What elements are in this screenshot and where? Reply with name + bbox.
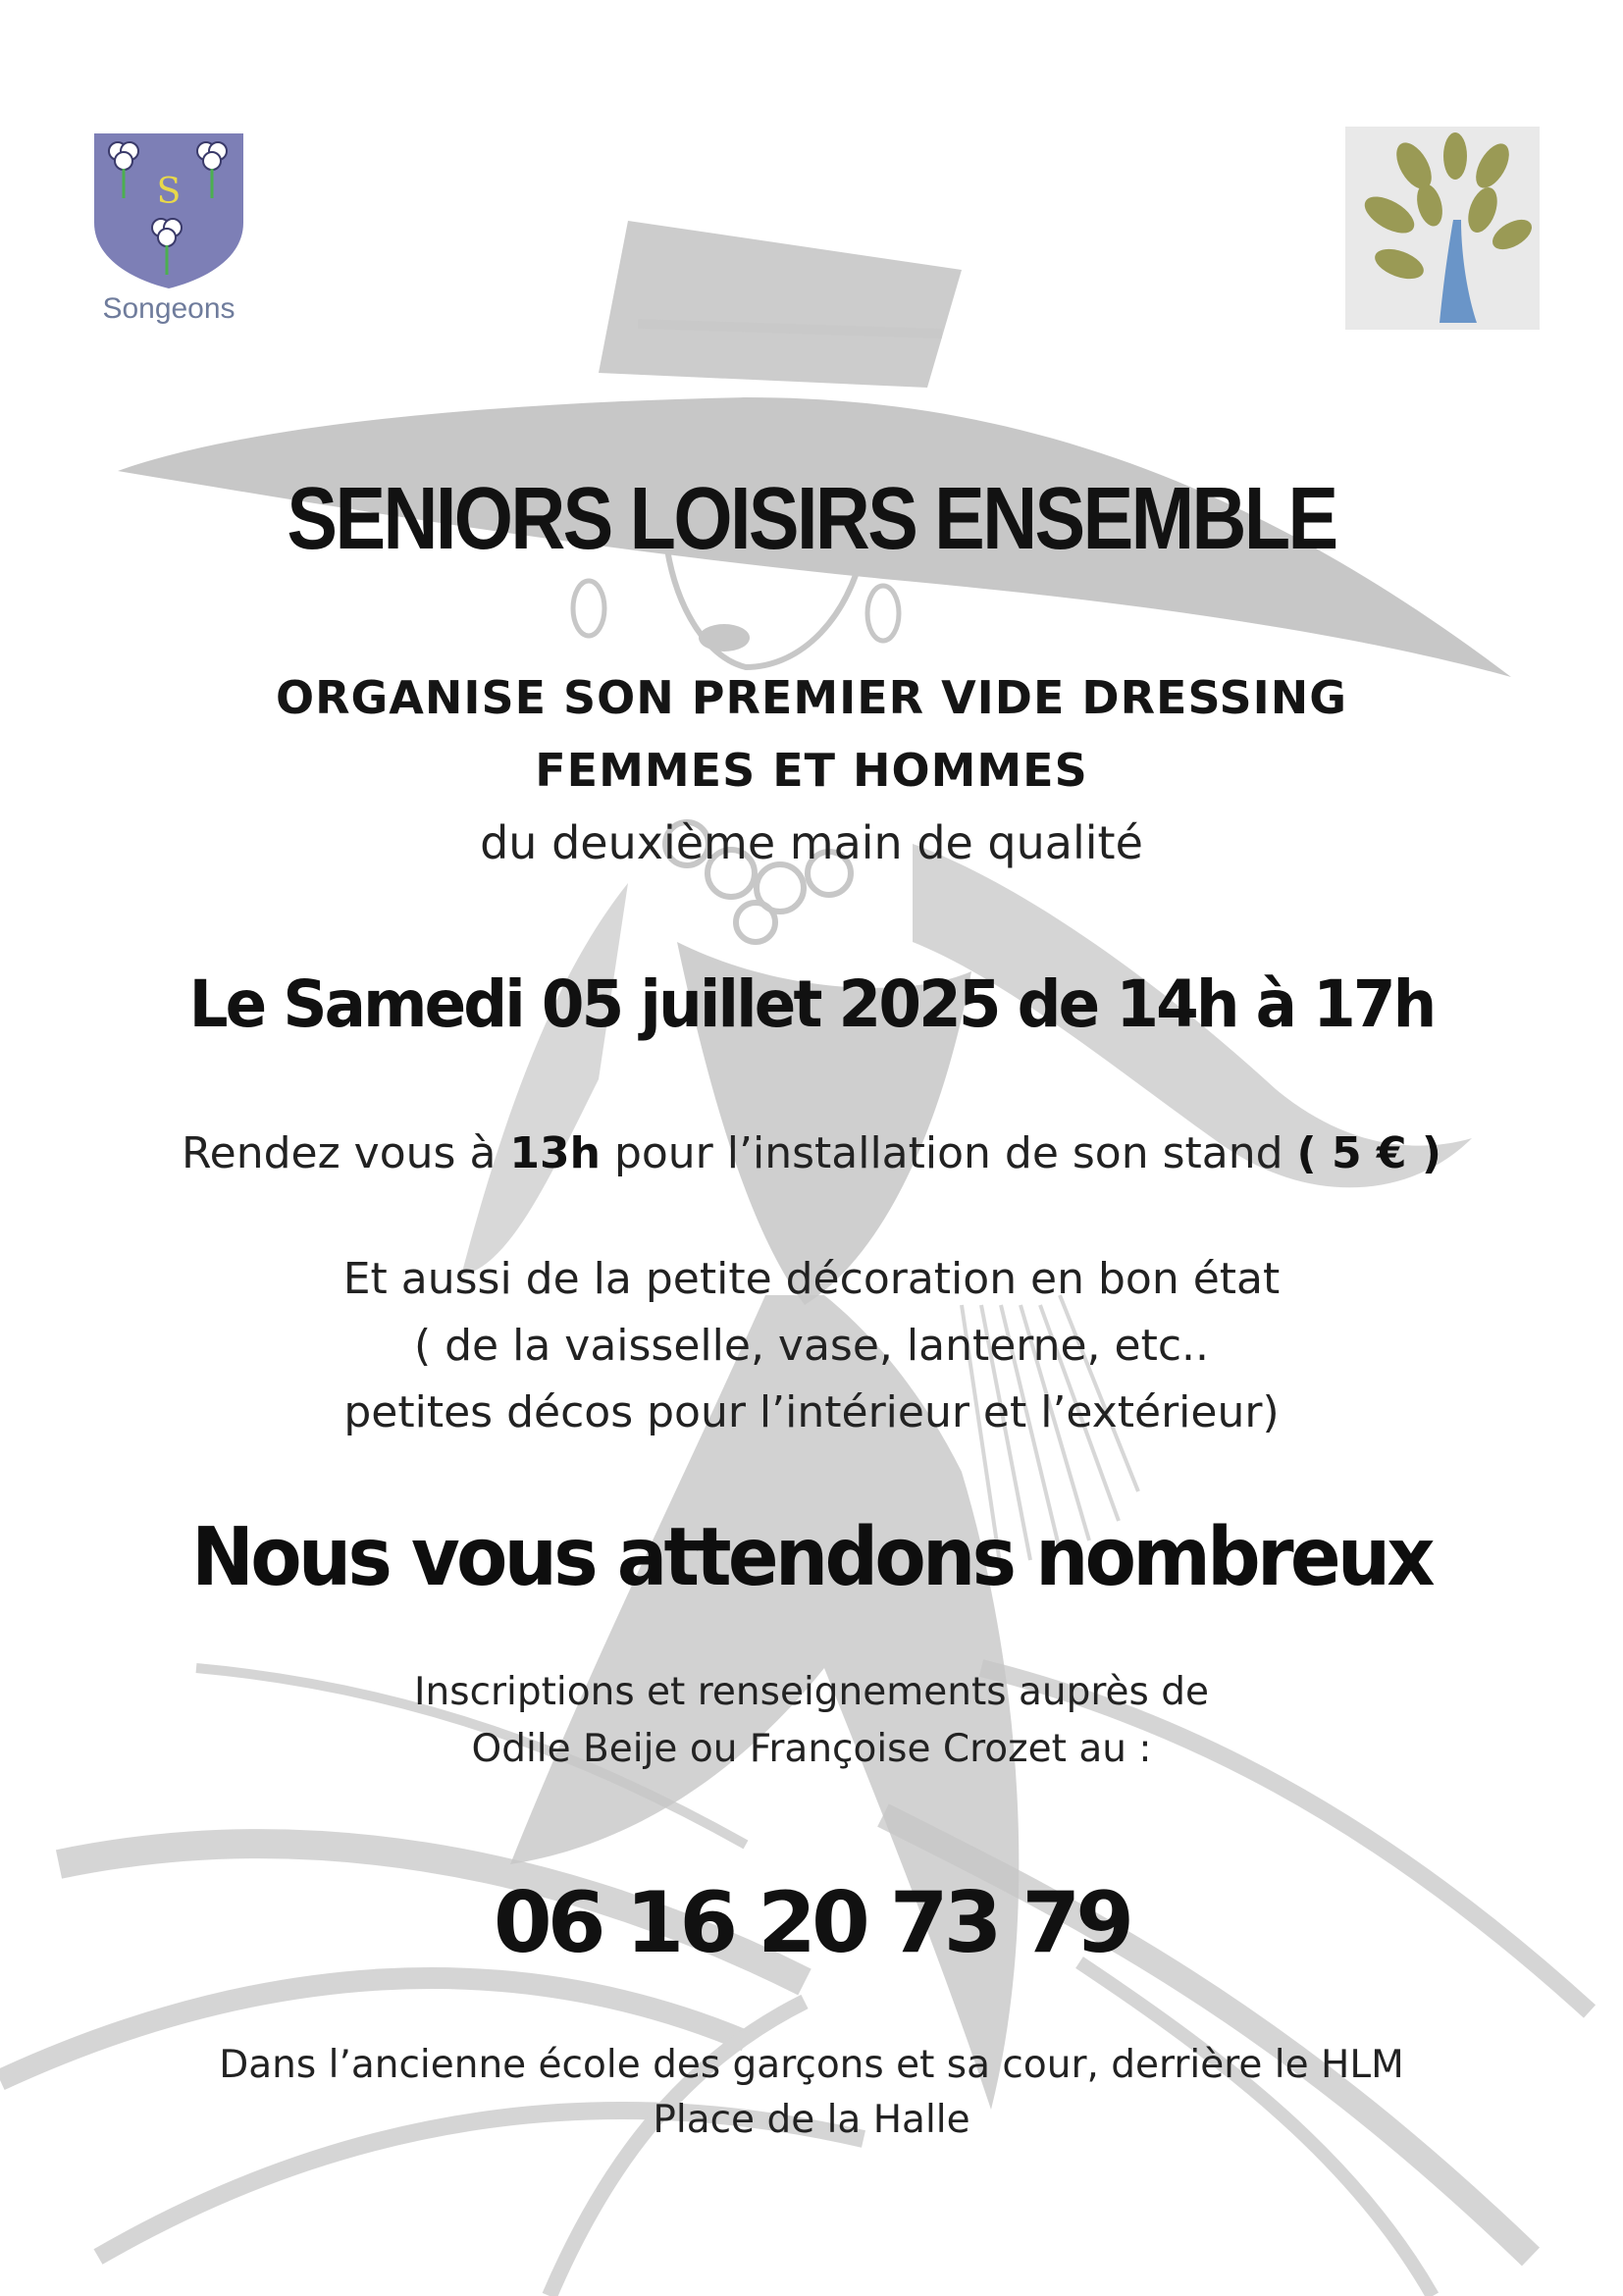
- crest-letter: S: [156, 172, 182, 212]
- setup-time: 13h: [509, 1128, 601, 1178]
- subtitle-line-1: ORGANISE SON PREMIER VIDE DRESSING: [275, 671, 1348, 724]
- setup-info: [0, 1128, 1623, 1178]
- phone-number: 06 16 20 73 79: [493, 1874, 1130, 1972]
- decoration-line-1: Et aussi de la petite décoration en bon état: [342, 1254, 1281, 1304]
- page-title: SENIORS LOISIRS ENSEMBLE: [287, 470, 1336, 568]
- location-line-1: Dans l’ancienne école des garçons et sa cour, derrière le HLM: [219, 2043, 1404, 2087]
- subtitle-line-2: FEMMES ET HOMMES: [535, 744, 1088, 797]
- contact-line-1: Inscriptions et renseignements auprès de: [414, 1670, 1209, 1714]
- event-date: Le Samedi 05 juillet 2025 de 14h à 17h: [188, 966, 1435, 1042]
- subtitle-line-3: du deuxième main de qualité: [480, 816, 1143, 869]
- decoration-line-2: ( de la vaisselle, vase, lanterne, etc..: [413, 1321, 1210, 1371]
- location-line-2: Place de la Halle: [653, 2098, 970, 2142]
- songeons-caption: Songeons: [102, 292, 236, 325]
- contact-line-2: Odile Beije ou Françoise Crozet au :: [471, 1727, 1152, 1771]
- slogan: Nous vous attendons nombreux: [191, 1511, 1432, 1604]
- setup-text-middle: pour l’installation de son stand: [600, 1128, 1297, 1178]
- setup-price: ( 5 € ): [1296, 1128, 1441, 1178]
- setup-text-before: Rendez vous à: [182, 1128, 510, 1178]
- decoration-line-3: petites décos pour l’intérieur et l’extérieur): [343, 1387, 1280, 1437]
